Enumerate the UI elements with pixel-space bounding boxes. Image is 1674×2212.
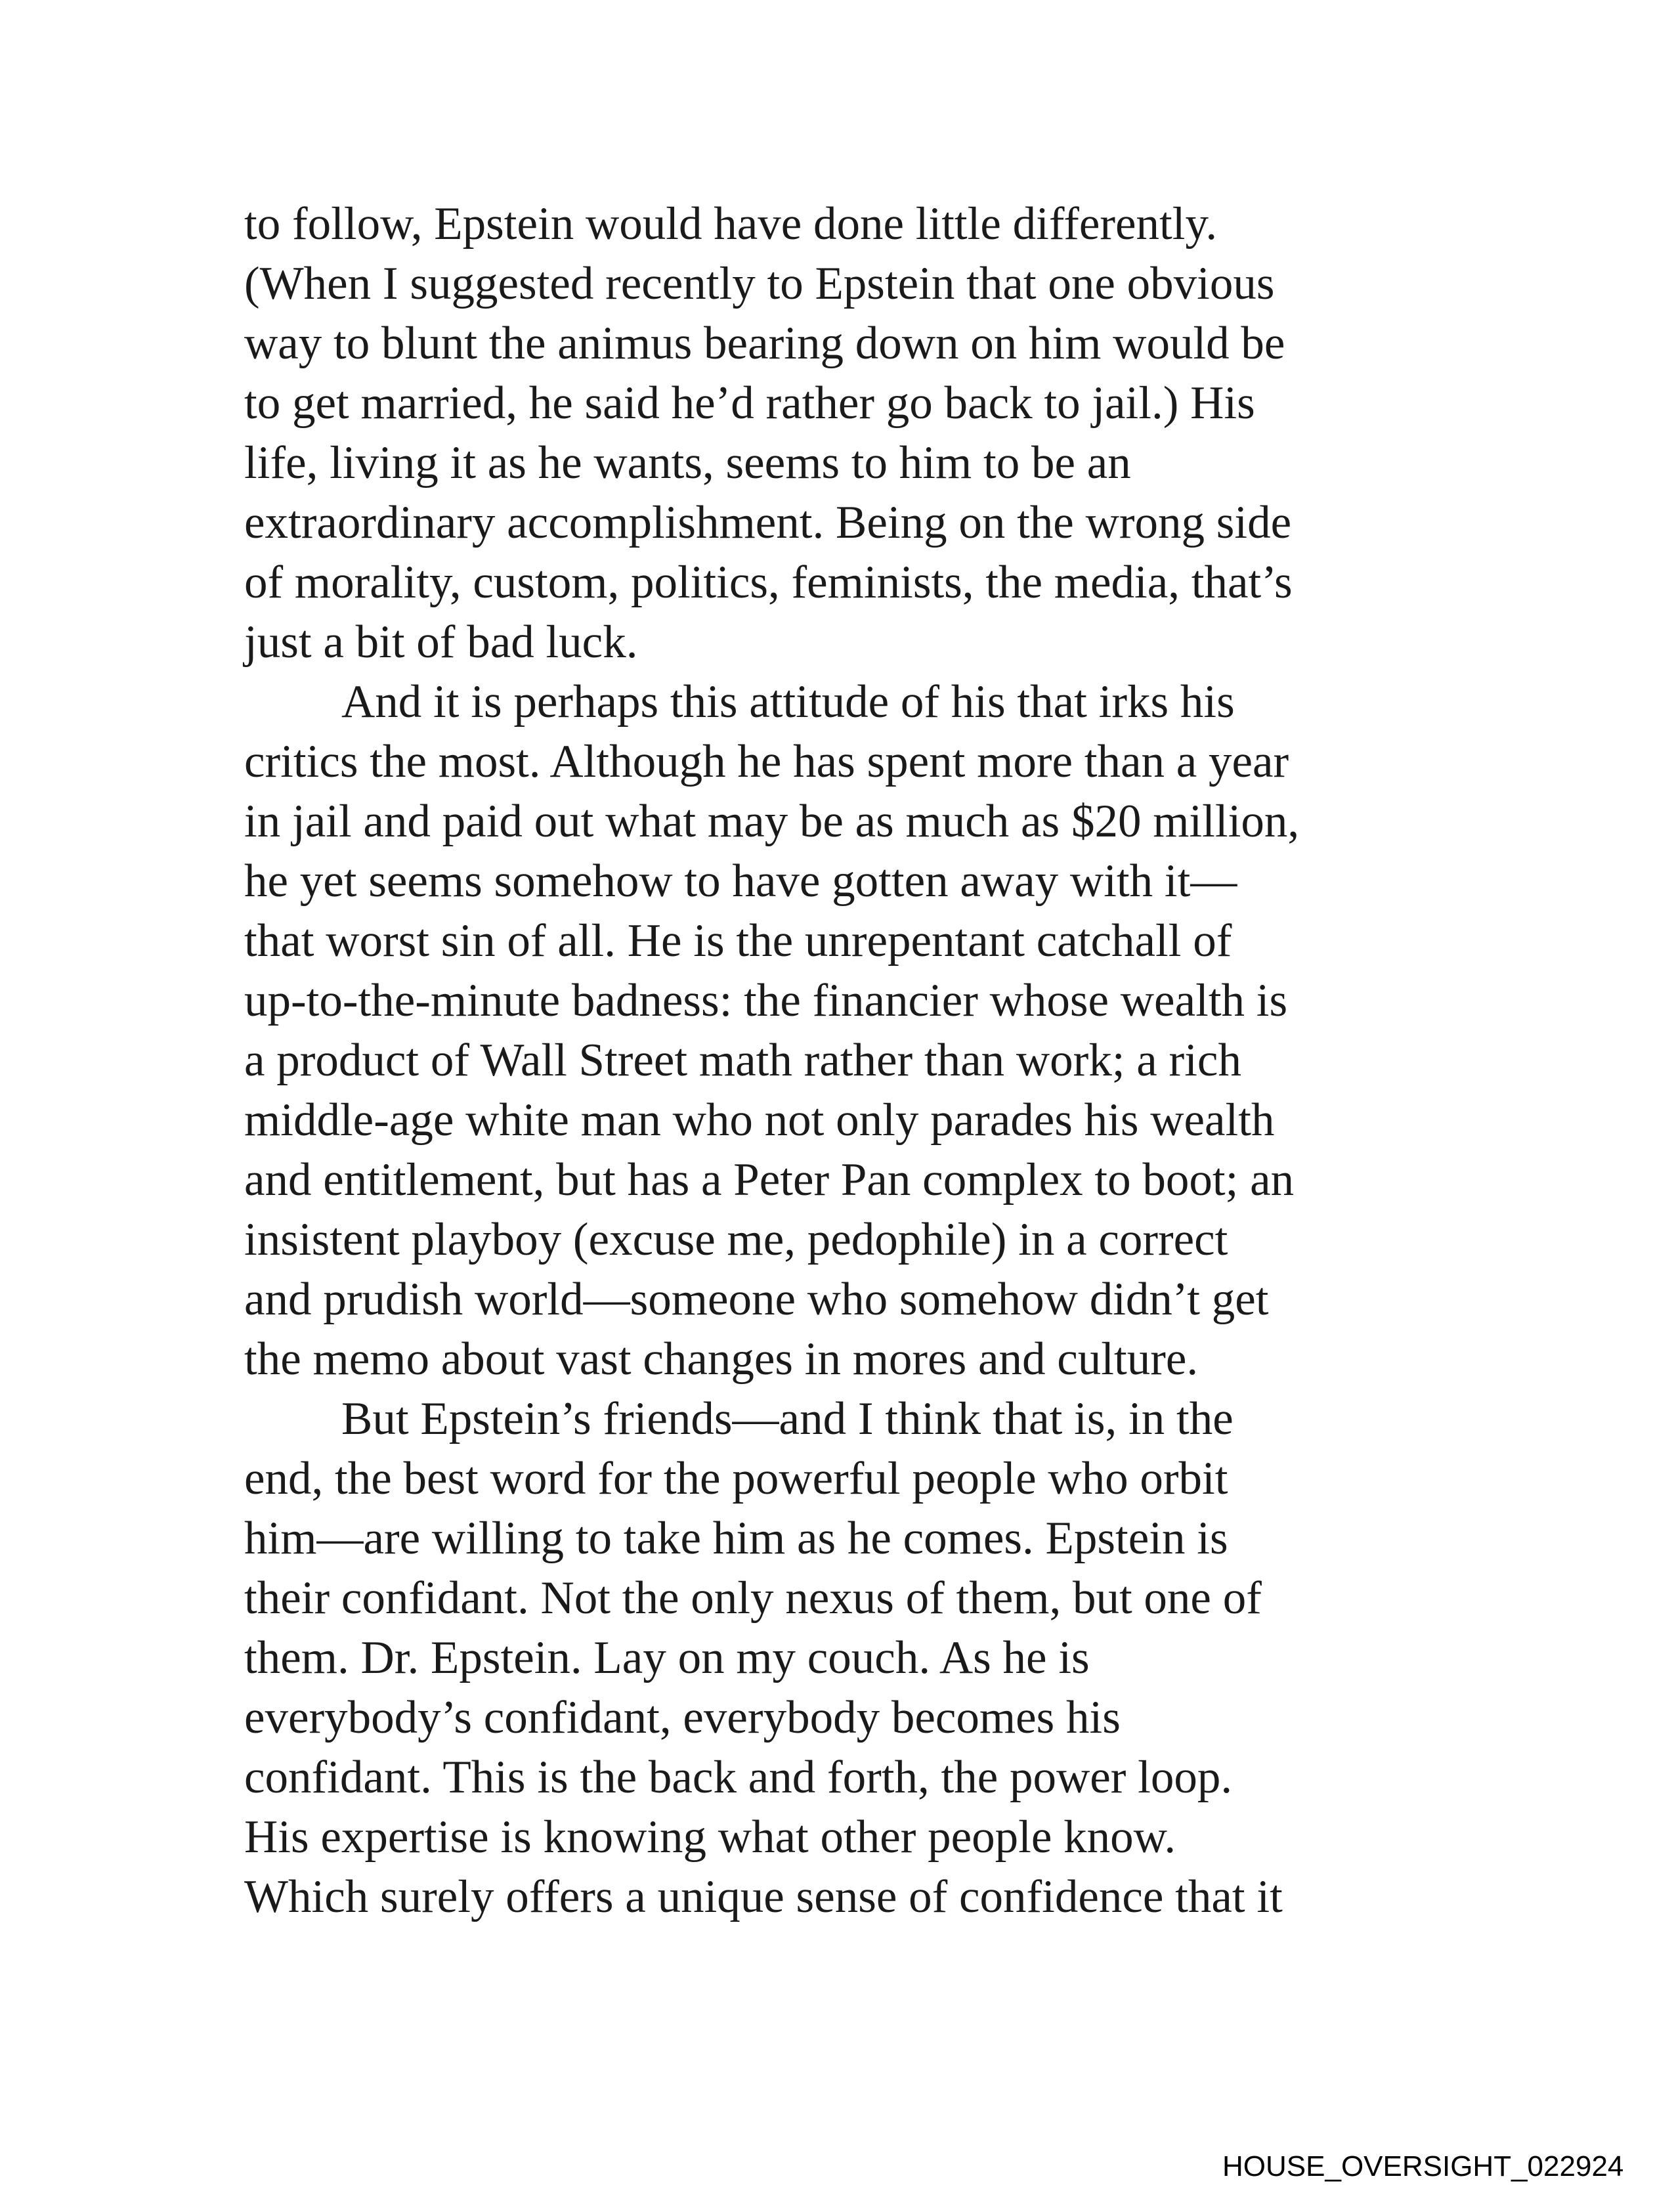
text-line: and entitlement, but has a Peter Pan complex to boot; an: [244, 1154, 1295, 1205]
text-line: middle-age white man who not only parades his wealth: [244, 1095, 1275, 1146]
text-line: to follow, Epstein would have done little differently.: [244, 198, 1218, 249]
text-line: insistent playboy (excuse me, pedophile) in a correct: [244, 1214, 1228, 1265]
text-line: confidant. This is the back and forth, the power loop.: [244, 1752, 1233, 1803]
text-line: the memo about vast changes in mores and culture.: [244, 1334, 1199, 1385]
paragraph-start-line: And it is perhaps this attitude of his that irks his: [341, 676, 1235, 727]
body-text: [244, 194, 1452, 1927]
text-line: he yet seems somehow to have gotten away with it—: [244, 856, 1237, 907]
text-line: life, living it as he wants, seems to him to be an: [244, 437, 1131, 488]
text-line: him—are willing to take him as he comes. Epstein is: [244, 1513, 1228, 1564]
text-line: just a bit of bad luck.: [244, 617, 638, 668]
paragraph-start-line: But Epstein’s friends—and I think that is, in the: [341, 1393, 1234, 1444]
text-line: end, the best word for the powerful people who orbit: [244, 1453, 1228, 1504]
text-line: critics the most. Although he has spent more than a year: [244, 736, 1289, 787]
text-line: to get married, he said he’d rather go back to jail.) His: [244, 378, 1255, 429]
text-line: in jail and paid out what may be as much as $20 million,: [244, 796, 1300, 847]
text-line: their confidant. Not the only nexus of them, but one of: [244, 1572, 1262, 1624]
text-line: everybody’s confidant, everybody becomes his: [244, 1692, 1121, 1743]
text-line: His expertise is knowing what other people know.: [244, 1811, 1176, 1863]
text-line: a product of Wall Street math rather than work; a rich: [244, 1035, 1241, 1086]
text-line: and prudish world—someone who somehow didn’t get: [244, 1274, 1269, 1325]
bates-number: HOUSE_OVERSIGHT_022924: [1222, 2150, 1624, 2182]
text-line: extraordinary accomplishment. Being on the wrong side: [244, 497, 1292, 548]
text-line: of morality, custom, politics, feminists, the media, that’s: [244, 557, 1293, 608]
text-line: Which surely offers a unique sense of confidence that it: [244, 1871, 1283, 1922]
text-line: (When I suggested recently to Epstein that one obvious: [244, 258, 1275, 309]
text-line: that worst sin of all. He is the unrepentant catchall of: [244, 915, 1232, 966]
text-line: up-to-the-minute badness: the financier whose wealth is: [244, 975, 1288, 1026]
text-line: way to blunt the animus bearing down on him would be: [244, 318, 1285, 369]
text-line: them. Dr. Epstein. Lay on my couch. As he is: [244, 1632, 1090, 1683]
